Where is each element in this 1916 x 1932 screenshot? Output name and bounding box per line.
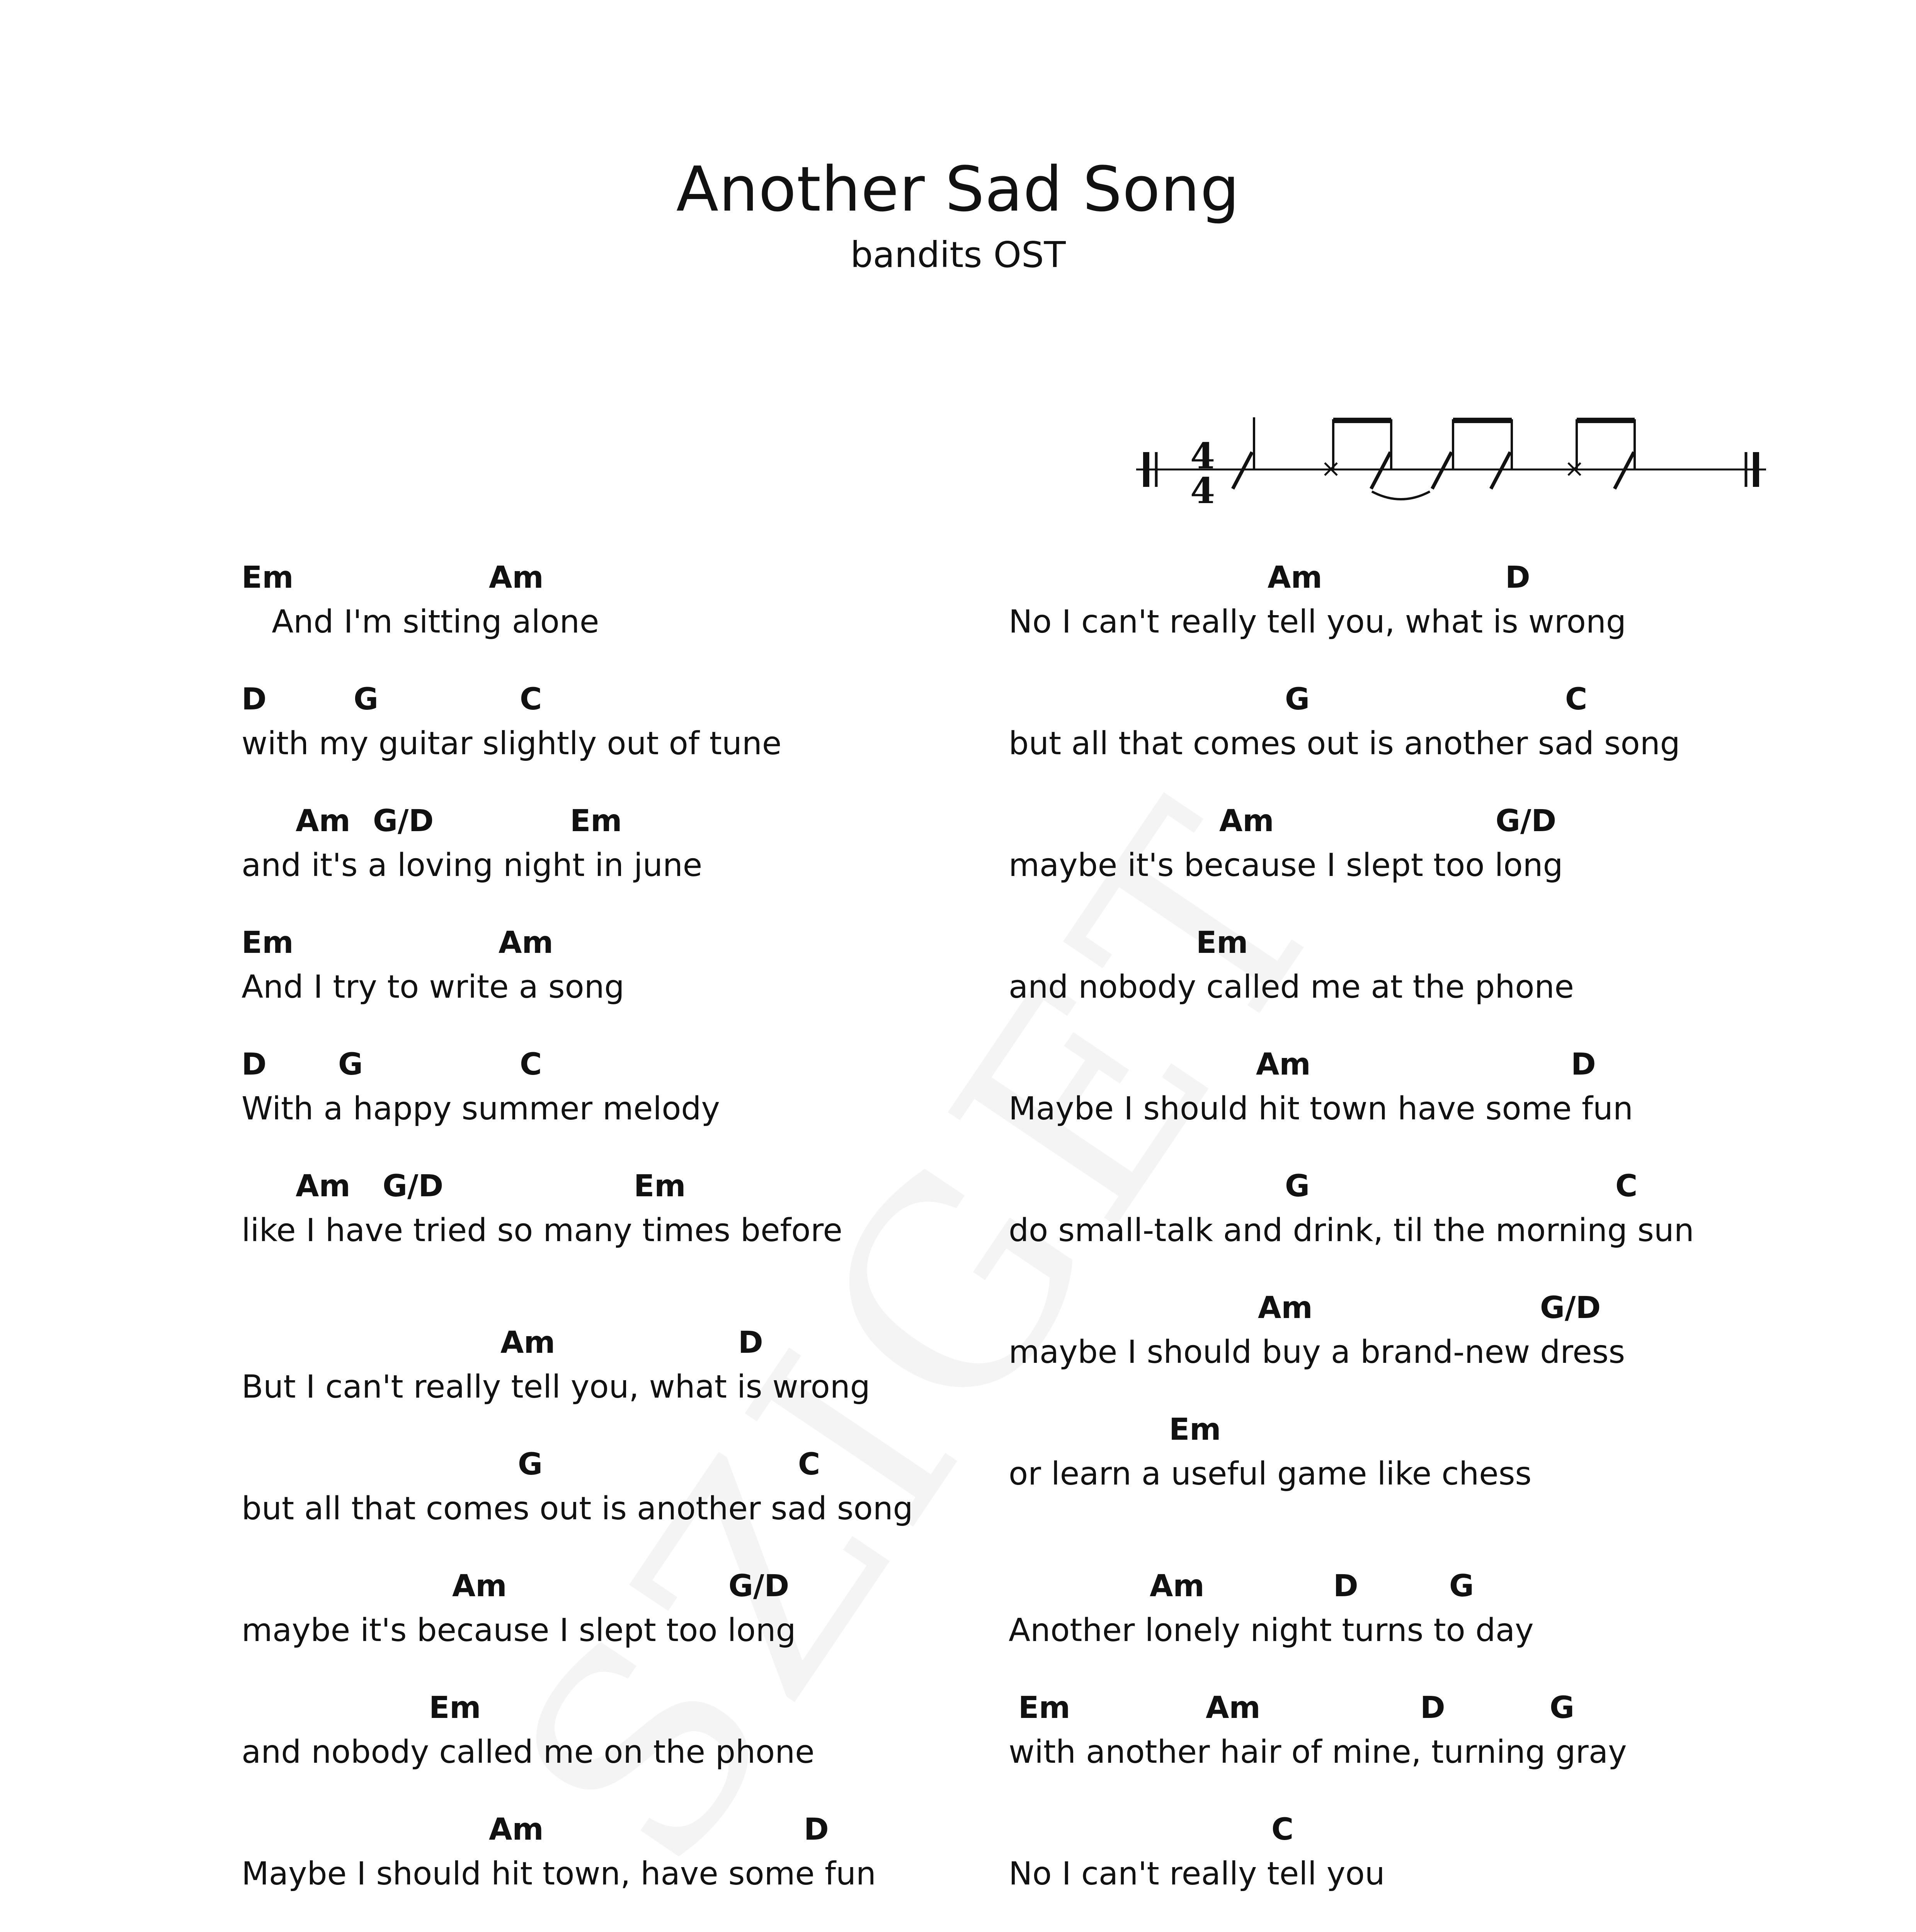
chord-symbol: Em bbox=[242, 925, 294, 960]
chord-symbol: Em bbox=[1196, 925, 1248, 960]
lyric-line: With a happy summer melody bbox=[242, 1090, 720, 1127]
song-line bbox=[1009, 1167, 1743, 1289]
chord-symbol: D bbox=[1420, 1690, 1445, 1725]
song-line bbox=[1009, 1410, 1743, 1532]
song-line bbox=[1009, 802, 1743, 923]
chord-row bbox=[1009, 680, 1743, 723]
chord-symbol: G/D bbox=[383, 1169, 444, 1204]
chord-row bbox=[242, 1810, 976, 1853]
chord-symbol: D bbox=[1505, 560, 1530, 595]
chord-symbol: Am bbox=[1268, 560, 1322, 595]
lyric-line: like I have tried so many times before bbox=[242, 1212, 842, 1249]
song-line bbox=[1009, 923, 1743, 1045]
chord-symbol: Em bbox=[242, 560, 294, 595]
song-line bbox=[1009, 1289, 1743, 1410]
lyric-line: and nobody called me at the phone bbox=[1009, 969, 1574, 1005]
song-line bbox=[242, 1323, 976, 1445]
chord-symbol: C bbox=[520, 682, 542, 717]
lyric-line: And I try to write a song bbox=[242, 969, 624, 1005]
chord-symbol: Am bbox=[1256, 1047, 1311, 1082]
chord-symbol: Em bbox=[1169, 1412, 1221, 1447]
chord-symbol: C bbox=[1565, 682, 1588, 717]
chord-row bbox=[242, 802, 976, 844]
chord-row bbox=[242, 680, 976, 723]
left-column-verses bbox=[242, 558, 976, 1932]
lyric-line: But I can't really tell you, what is wrong bbox=[242, 1369, 870, 1405]
chord-symbol: G bbox=[354, 682, 379, 717]
chord-row bbox=[242, 923, 976, 966]
song-line bbox=[242, 1810, 976, 1932]
chord-symbol: Am bbox=[1150, 1569, 1205, 1604]
chord-symbol: G/D bbox=[728, 1569, 790, 1604]
song-line bbox=[242, 923, 976, 1045]
lyric-line: No I can't really tell you bbox=[1009, 1855, 1385, 1892]
lyric-line: maybe it's because I slept too long bbox=[1009, 847, 1563, 884]
lyric-line: And I'm sitting alone bbox=[242, 604, 599, 640]
chord-symbol: Am bbox=[489, 1812, 544, 1847]
chord-symbol: G bbox=[1449, 1569, 1474, 1604]
lyric-line: and nobody called me on the phone bbox=[242, 1734, 815, 1770]
chord-row bbox=[1009, 1045, 1743, 1088]
lyric-line: Maybe I should hit town, have some fun bbox=[242, 1855, 876, 1892]
chord-symbol: Em bbox=[570, 804, 622, 838]
chord-symbol: C bbox=[1271, 1812, 1294, 1847]
chord-symbol: Em bbox=[1018, 1690, 1070, 1725]
song-line bbox=[1009, 1810, 1743, 1932]
chord-symbol: D bbox=[804, 1812, 829, 1847]
lyric-line: do small-talk and drink, til the morning sun bbox=[1009, 1212, 1694, 1249]
chord-symbol: G bbox=[338, 1047, 363, 1082]
section-gap bbox=[242, 1289, 976, 1323]
lyric-line: with my guitar slightly out of tune bbox=[242, 725, 782, 762]
section-gap bbox=[1009, 1532, 1743, 1567]
chord-symbol: G bbox=[1550, 1690, 1575, 1725]
chord-symbol: C bbox=[1615, 1169, 1638, 1204]
chord-row bbox=[1009, 1810, 1743, 1853]
start-barline-thick bbox=[1143, 452, 1149, 487]
song-line bbox=[242, 1445, 976, 1567]
chord-symbol: G/D bbox=[1540, 1291, 1601, 1325]
chord-row bbox=[242, 1167, 976, 1209]
chord-row bbox=[242, 1689, 976, 1731]
right-column-verses bbox=[1009, 558, 1743, 1932]
chord-symbol: D bbox=[1333, 1569, 1358, 1604]
song-line bbox=[1009, 1045, 1743, 1167]
lyric-line: but all that comes out is another sad song bbox=[242, 1490, 913, 1527]
chord-symbol: Am bbox=[1206, 1690, 1261, 1725]
chord-symbol: Am bbox=[1258, 1291, 1313, 1325]
song-line bbox=[242, 802, 976, 923]
chord-symbol: Am bbox=[489, 560, 544, 595]
song-line bbox=[242, 680, 976, 802]
song-subtitle: bandits OST bbox=[850, 234, 1066, 276]
lyric-line: Another lonely night turns to day bbox=[1009, 1612, 1534, 1649]
chord-symbol: C bbox=[798, 1447, 820, 1482]
song-line bbox=[242, 1045, 976, 1167]
chord-symbol: Am bbox=[499, 925, 553, 960]
song-line bbox=[1009, 1567, 1743, 1689]
chord-row bbox=[1009, 558, 1743, 601]
song-line bbox=[242, 558, 976, 680]
chord-row bbox=[1009, 1289, 1743, 1331]
lyric-line: No I can't really tell you, what is wrong bbox=[1009, 604, 1626, 640]
song-line bbox=[242, 1689, 976, 1810]
song-line bbox=[242, 1167, 976, 1289]
chord-symbol: Em bbox=[634, 1169, 686, 1204]
song-line bbox=[242, 1567, 976, 1689]
chord-symbol: G/D bbox=[373, 804, 434, 838]
lyric-line: maybe it's because I slept too long bbox=[242, 1612, 796, 1649]
song-line bbox=[1009, 680, 1743, 802]
chord-symbol: Am bbox=[296, 804, 351, 838]
lyric-line: with another hair of mine, turning gray bbox=[1009, 1734, 1627, 1770]
chord-symbol: D bbox=[738, 1325, 763, 1360]
chord-row bbox=[1009, 1410, 1743, 1453]
time-signature-bottom: 4 bbox=[1190, 470, 1215, 512]
chord-row bbox=[242, 1045, 976, 1088]
end-barline-thick bbox=[1753, 452, 1759, 487]
chord-symbol: G/D bbox=[1496, 804, 1557, 838]
chord-symbol: G bbox=[518, 1447, 543, 1482]
strumming-pattern bbox=[1121, 402, 1785, 529]
song-title: Another Sad Song bbox=[676, 153, 1240, 225]
chord-symbol: D bbox=[1571, 1047, 1596, 1082]
chord-row bbox=[1009, 1689, 1743, 1731]
lyric-line: or learn a useful game like chess bbox=[1009, 1456, 1532, 1492]
lyric-line: Maybe I should hit town have some fun bbox=[1009, 1090, 1633, 1127]
chord-symbol: Am bbox=[296, 1169, 351, 1204]
chord-row bbox=[1009, 1167, 1743, 1209]
chord-symbol: Am bbox=[500, 1325, 555, 1360]
chord-row bbox=[242, 558, 976, 601]
chord-row bbox=[1009, 1567, 1743, 1609]
lyric-line: maybe I should buy a brand-new dress bbox=[1009, 1334, 1625, 1371]
chord-symbol: D bbox=[242, 682, 267, 717]
chord-row bbox=[1009, 802, 1743, 844]
chord-symbol: Am bbox=[452, 1569, 507, 1604]
song-line bbox=[1009, 558, 1743, 680]
song-line bbox=[1009, 1689, 1743, 1810]
chord-symbol: G bbox=[1285, 1169, 1310, 1204]
chord-row bbox=[242, 1567, 976, 1609]
chord-row bbox=[1009, 923, 1743, 966]
chord-symbol: G bbox=[1285, 682, 1310, 717]
chord-symbol: Em bbox=[429, 1690, 481, 1725]
chord-symbol: C bbox=[520, 1047, 542, 1082]
chord-row bbox=[242, 1323, 976, 1366]
chord-symbol: D bbox=[242, 1047, 267, 1082]
time-signature-top: 4 bbox=[1190, 435, 1215, 477]
tie bbox=[1372, 492, 1430, 499]
chord-row bbox=[242, 1445, 976, 1488]
lyric-line: and it's a loving night in june bbox=[242, 847, 703, 884]
chord-symbol: Am bbox=[1219, 804, 1274, 838]
lyric-line: but all that comes out is another sad song bbox=[1009, 725, 1680, 762]
